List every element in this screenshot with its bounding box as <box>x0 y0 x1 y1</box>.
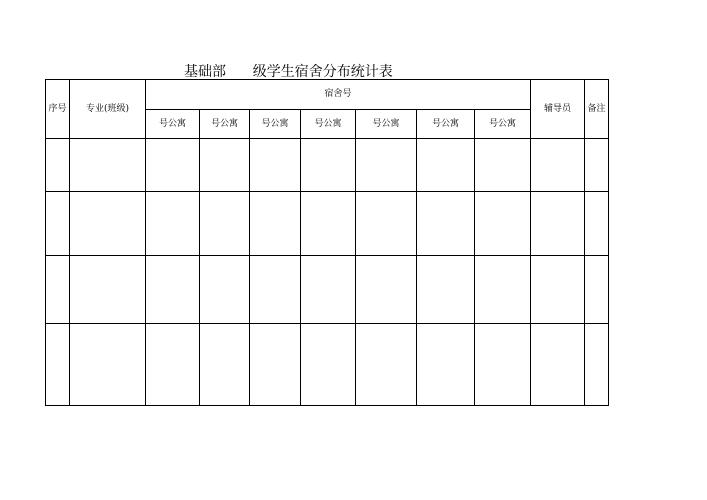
table-row <box>46 256 609 324</box>
cell-dorm[interactable] <box>356 324 417 406</box>
cell-major[interactable] <box>70 139 146 192</box>
cell-counselor[interactable] <box>531 139 585 192</box>
header-apartment: 号公寓 <box>356 110 417 139</box>
cell-serial[interactable] <box>46 139 70 192</box>
cell-dorm[interactable] <box>356 192 417 256</box>
cell-dorm[interactable] <box>356 256 417 324</box>
header-dorm-number: 宿舍号 <box>146 80 531 110</box>
header-apartment: 号公寓 <box>200 110 250 139</box>
cell-dorm[interactable] <box>301 324 356 406</box>
cell-major[interactable] <box>70 192 146 256</box>
cell-dorm[interactable] <box>417 192 475 256</box>
header-serial: 序号 <box>46 80 70 139</box>
cell-dorm[interactable] <box>475 192 531 256</box>
cell-major[interactable] <box>70 256 146 324</box>
table-row <box>46 139 609 192</box>
cell-dorm[interactable] <box>146 192 200 256</box>
header-apartment: 号公寓 <box>475 110 531 139</box>
header-apartment: 号公寓 <box>417 110 475 139</box>
cell-dorm[interactable] <box>146 139 200 192</box>
cell-remarks[interactable] <box>585 256 609 324</box>
cell-remarks[interactable] <box>585 139 609 192</box>
cell-remarks[interactable] <box>585 324 609 406</box>
cell-serial[interactable] <box>46 324 70 406</box>
cell-major[interactable] <box>70 324 146 406</box>
cell-dorm[interactable] <box>146 256 200 324</box>
cell-dorm[interactable] <box>250 324 301 406</box>
dorm-distribution-table <box>45 79 609 406</box>
cell-dorm[interactable] <box>301 192 356 256</box>
cell-dorm[interactable] <box>250 256 301 324</box>
cell-dorm[interactable] <box>200 139 250 192</box>
cell-counselor[interactable] <box>531 324 585 406</box>
header-major: 专业(班级) <box>70 80 146 139</box>
cell-dorm[interactable] <box>417 139 475 192</box>
cell-dorm[interactable] <box>417 324 475 406</box>
cell-counselor[interactable] <box>531 256 585 324</box>
cell-dorm[interactable] <box>301 256 356 324</box>
cell-dorm[interactable] <box>475 256 531 324</box>
table-row <box>46 324 609 406</box>
cell-dorm[interactable] <box>250 139 301 192</box>
cell-dorm[interactable] <box>417 256 475 324</box>
cell-dorm[interactable] <box>200 324 250 406</box>
cell-remarks[interactable] <box>585 192 609 256</box>
cell-dorm[interactable] <box>475 139 531 192</box>
cell-dorm[interactable] <box>250 192 301 256</box>
cell-dorm[interactable] <box>301 139 356 192</box>
table-row <box>46 192 609 256</box>
header-remarks: 备注 <box>585 80 609 139</box>
header-apartment: 号公寓 <box>301 110 356 139</box>
cell-dorm[interactable] <box>146 324 200 406</box>
header-apartment: 号公寓 <box>250 110 301 139</box>
header-apartment: 号公寓 <box>146 110 200 139</box>
cell-dorm[interactable] <box>200 256 250 324</box>
page-title: 基础部 级学生宿舍分布统计表 <box>184 64 393 80</box>
header-counselor: 辅导员 <box>531 80 585 139</box>
cell-counselor[interactable] <box>531 192 585 256</box>
cell-dorm[interactable] <box>200 192 250 256</box>
header-row <box>46 80 609 110</box>
cell-serial[interactable] <box>46 256 70 324</box>
cell-dorm[interactable] <box>475 324 531 406</box>
cell-dorm[interactable] <box>356 139 417 192</box>
cell-serial[interactable] <box>46 192 70 256</box>
